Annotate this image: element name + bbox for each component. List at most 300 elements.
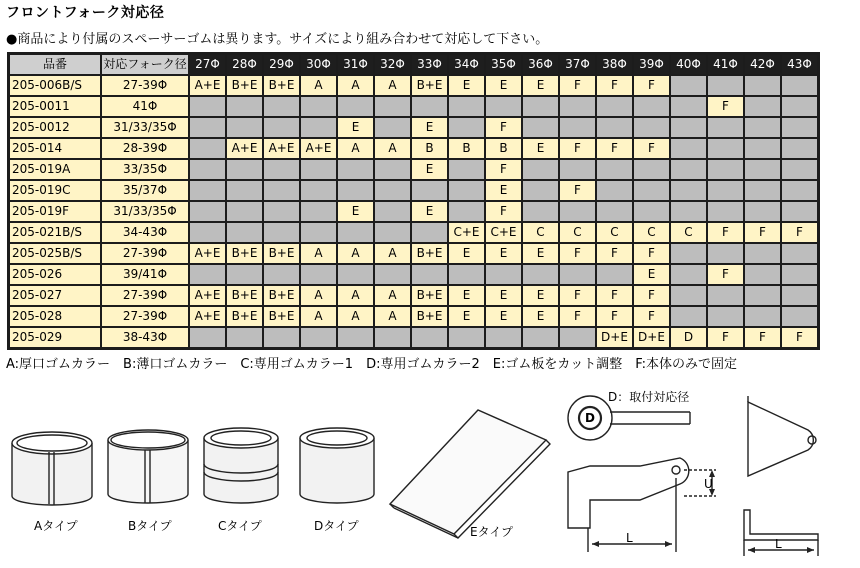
compat-cell: A+E (300, 138, 337, 159)
compat-cell: A+E (189, 285, 226, 306)
table-row (9, 117, 818, 138)
table-row (9, 138, 818, 159)
l-mark-right: L (775, 537, 782, 551)
compat-cell-empty (300, 264, 337, 285)
compat-cell-empty (300, 96, 337, 117)
compat-cell-empty (744, 306, 781, 327)
compat-cell-empty (263, 159, 300, 180)
table-row (9, 327, 818, 348)
fork-range-cell: 41Φ (101, 96, 189, 117)
table-row (9, 243, 818, 264)
compat-cell: A+E (263, 138, 300, 159)
compat-cell-empty (448, 201, 485, 222)
compat-cell-empty (707, 180, 744, 201)
compat-cell-empty (633, 117, 670, 138)
compat-cell-empty (781, 306, 818, 327)
compat-cell-empty (670, 243, 707, 264)
compat-cell-empty (744, 180, 781, 201)
table-row (9, 201, 818, 222)
compat-cell-empty (781, 285, 818, 306)
compat-cell: B+E (411, 75, 448, 96)
compat-cell: F (596, 138, 633, 159)
fork-range-cell: 34-43Φ (101, 222, 189, 243)
compat-cell: E (448, 306, 485, 327)
compat-cell-empty (596, 201, 633, 222)
compat-cell: B+E (411, 306, 448, 327)
compat-cell-empty (596, 117, 633, 138)
compat-cell-empty (189, 264, 226, 285)
compat-cell-empty (744, 75, 781, 96)
compat-cell-empty (596, 180, 633, 201)
compat-cell-empty (263, 201, 300, 222)
compat-cell-empty (670, 75, 707, 96)
compat-cell-empty (744, 96, 781, 117)
header-diameter: 41Φ (707, 54, 744, 75)
compat-cell-empty (226, 180, 263, 201)
compat-cell-empty (596, 96, 633, 117)
part-number-cell: 205-019A (9, 159, 101, 180)
compat-cell: F (485, 159, 522, 180)
compat-cell-empty (300, 201, 337, 222)
compat-cell-empty (559, 264, 596, 285)
compat-cell: E (485, 75, 522, 96)
compat-cell-empty (448, 327, 485, 348)
compat-cell: F (559, 285, 596, 306)
compat-cell-empty (559, 159, 596, 180)
fork-range-cell: 35/37Φ (101, 180, 189, 201)
header-diameter: 36Φ (522, 54, 559, 75)
header-diameter: 32Φ (374, 54, 411, 75)
compat-cell: F (707, 264, 744, 285)
compat-cell-empty (781, 159, 818, 180)
compat-cell-empty (670, 96, 707, 117)
compat-cell-empty (374, 264, 411, 285)
compat-cell-empty (633, 96, 670, 117)
compat-cell: F (781, 327, 818, 348)
d-mark: D (585, 411, 595, 425)
compat-cell: A (374, 243, 411, 264)
compat-cell: A (300, 306, 337, 327)
compat-cell: F (633, 285, 670, 306)
compat-cell-empty (374, 159, 411, 180)
compat-cell: A+E (226, 138, 263, 159)
compat-cell: C (670, 222, 707, 243)
compat-cell-empty (226, 264, 263, 285)
header-diameter: 34Φ (448, 54, 485, 75)
compat-cell-empty (744, 201, 781, 222)
part-number-cell: 205-021B/S (9, 222, 101, 243)
compat-cell: F (633, 138, 670, 159)
legend-text: A:厚口ゴムカラー B:薄口ゴムカラー C:専用ゴムカラー1 D:専用ゴムカラー2 E:ゴム板をカット調整 F:本体のみで固定 (6, 357, 738, 372)
header-fork-range: 対応フォーク径 (101, 54, 189, 75)
compat-cell-empty (448, 159, 485, 180)
part-number-cell: 205-025B/S (9, 243, 101, 264)
header-diameter: 37Φ (559, 54, 596, 75)
compat-cell-empty (374, 327, 411, 348)
clamp-dimension-diagram (568, 396, 818, 556)
compat-cell: A (300, 285, 337, 306)
compat-cell-empty (670, 159, 707, 180)
part-number-cell: 205-028 (9, 306, 101, 327)
compat-cell-empty (411, 180, 448, 201)
fork-range-cell: 31/33/35Φ (101, 201, 189, 222)
compat-cell-empty (522, 96, 559, 117)
header-diameter: 35Φ (485, 54, 522, 75)
compat-cell: E (411, 117, 448, 138)
compat-cell: F (559, 306, 596, 327)
fork-range-cell: 27-39Φ (101, 306, 189, 327)
compat-cell: A (337, 285, 374, 306)
compat-cell-empty (300, 180, 337, 201)
compat-cell-empty (707, 117, 744, 138)
compat-cell-empty (522, 159, 559, 180)
compat-cell: C+E (448, 222, 485, 243)
type-b-label: Bタイプ (128, 519, 172, 533)
type-a-label: Aタイプ (34, 519, 78, 533)
part-number-cell: 205-019F (9, 201, 101, 222)
compat-cell-empty (707, 201, 744, 222)
compat-cell: F (559, 180, 596, 201)
header-diameter: 33Φ (411, 54, 448, 75)
compat-cell: F (596, 75, 633, 96)
compat-cell-empty (189, 96, 226, 117)
compat-cell-empty (559, 96, 596, 117)
compat-cell-empty (633, 201, 670, 222)
compat-cell: A (374, 285, 411, 306)
compat-cell-empty (411, 327, 448, 348)
compat-cell-empty (374, 180, 411, 201)
compat-cell: F (596, 243, 633, 264)
table-row (9, 96, 818, 117)
compat-cell: F (707, 222, 744, 243)
compat-cell-empty (522, 264, 559, 285)
compat-cell: E (411, 159, 448, 180)
compat-cell: B+E (226, 75, 263, 96)
compat-cell-empty (707, 75, 744, 96)
compat-cell-empty (374, 222, 411, 243)
compat-cell-empty (744, 159, 781, 180)
compat-cell-empty (226, 159, 263, 180)
compat-cell: A (374, 138, 411, 159)
compat-cell: B+E (226, 306, 263, 327)
compat-cell: C (522, 222, 559, 243)
compat-cell-empty (226, 117, 263, 138)
compat-cell-empty (189, 117, 226, 138)
compat-cell: E (633, 264, 670, 285)
compat-cell: A (337, 75, 374, 96)
compat-cell: A+E (189, 306, 226, 327)
compat-cell: C (633, 222, 670, 243)
compat-cell: B+E (226, 285, 263, 306)
type-d-label: Dタイプ (314, 519, 359, 533)
compat-cell: E (522, 306, 559, 327)
compat-cell: B+E (263, 243, 300, 264)
compat-cell: F (596, 306, 633, 327)
compat-cell: E (485, 243, 522, 264)
compat-cell-empty (337, 96, 374, 117)
compat-cell-empty (744, 243, 781, 264)
part-number-cell: 205-029 (9, 327, 101, 348)
compat-cell-empty (374, 96, 411, 117)
compat-cell: E (448, 75, 485, 96)
compat-cell: B+E (263, 285, 300, 306)
header-diameter: 39Φ (633, 54, 670, 75)
compat-cell-empty (781, 243, 818, 264)
compat-cell-empty (485, 327, 522, 348)
fork-range-cell: 33/35Φ (101, 159, 189, 180)
compat-cell-empty (559, 201, 596, 222)
compat-cell-empty (781, 138, 818, 159)
fork-range-cell: 38-43Φ (101, 327, 189, 348)
table-row (9, 180, 818, 201)
header-diameter: 43Φ (781, 54, 818, 75)
compat-cell-empty (448, 117, 485, 138)
compat-cell-empty (300, 327, 337, 348)
compat-cell: B+E (226, 243, 263, 264)
compat-cell-empty (670, 264, 707, 285)
compat-cell: F (744, 327, 781, 348)
compat-cell-empty (189, 201, 226, 222)
header-diameter: 27Φ (189, 54, 226, 75)
header-diameter: 42Φ (744, 54, 781, 75)
compat-cell-empty (633, 180, 670, 201)
compat-cell-empty (300, 222, 337, 243)
compat-cell-empty (300, 159, 337, 180)
compat-cell-empty (337, 327, 374, 348)
compat-cell-empty (263, 222, 300, 243)
compat-cell: E (337, 117, 374, 138)
compat-cell: F (744, 222, 781, 243)
l-mark-left: L (626, 531, 633, 545)
header-diameter: 29Φ (263, 54, 300, 75)
compat-cell-empty (189, 222, 226, 243)
compat-cell: B+E (263, 306, 300, 327)
compat-cell-empty (189, 180, 226, 201)
compat-cell-empty (707, 159, 744, 180)
compat-cell: A (374, 75, 411, 96)
compat-cell-empty (744, 117, 781, 138)
compat-cell-empty (263, 180, 300, 201)
compat-cell-empty (707, 306, 744, 327)
compat-cell: B+E (411, 243, 448, 264)
compat-cell-empty (707, 243, 744, 264)
compat-cell-empty (670, 201, 707, 222)
compat-cell-empty (226, 96, 263, 117)
compat-cell-empty (781, 75, 818, 96)
compat-cell: A (337, 243, 374, 264)
part-number-cell: 205-0012 (9, 117, 101, 138)
compat-cell: F (559, 75, 596, 96)
compat-cell-empty (337, 264, 374, 285)
compat-cell-empty (781, 201, 818, 222)
compat-cell-empty (189, 138, 226, 159)
compat-cell: E (411, 201, 448, 222)
compat-cell-empty (337, 159, 374, 180)
compat-cell: A+E (189, 75, 226, 96)
compat-cell-empty (189, 159, 226, 180)
compat-cell: F (559, 243, 596, 264)
compat-cell: E (522, 243, 559, 264)
u-mark: U (704, 477, 713, 491)
type-b-spacer-drawing (108, 430, 188, 503)
table-row (9, 75, 818, 96)
compat-cell: F (633, 306, 670, 327)
table-row (9, 306, 818, 327)
compat-cell-empty (744, 264, 781, 285)
compat-cell-empty (411, 222, 448, 243)
compat-cell-empty (596, 264, 633, 285)
compat-cell: E (485, 285, 522, 306)
compat-cell: F (485, 201, 522, 222)
compat-cell-empty (263, 117, 300, 138)
header-diameter: 40Φ (670, 54, 707, 75)
compat-cell-empty (522, 201, 559, 222)
compat-cell-empty (707, 138, 744, 159)
compat-cell: A (337, 306, 374, 327)
compat-cell-empty (226, 222, 263, 243)
compat-cell: F (559, 138, 596, 159)
compat-cell: F (633, 243, 670, 264)
compat-cell: B (448, 138, 485, 159)
compat-cell-empty (485, 264, 522, 285)
compat-cell: A (300, 243, 337, 264)
compat-cell: F (596, 285, 633, 306)
compat-cell: E (448, 243, 485, 264)
compat-cell-empty (670, 180, 707, 201)
compat-cell-empty (337, 180, 374, 201)
compat-cell-empty (189, 327, 226, 348)
fork-range-cell: 31/33/35Φ (101, 117, 189, 138)
header-diameter: 28Φ (226, 54, 263, 75)
compat-cell: E (485, 306, 522, 327)
compat-cell-empty (670, 138, 707, 159)
part-number-cell: 205-014 (9, 138, 101, 159)
compat-cell-empty (596, 159, 633, 180)
type-d-spacer-drawing (300, 428, 374, 503)
compat-cell-empty (374, 117, 411, 138)
compat-cell-empty (411, 96, 448, 117)
compat-cell-empty (263, 96, 300, 117)
table-row (9, 159, 818, 180)
compat-cell-empty (485, 96, 522, 117)
compat-cell: E (337, 201, 374, 222)
compat-cell: E (485, 180, 522, 201)
compat-cell: F (633, 75, 670, 96)
compat-cell-empty (781, 117, 818, 138)
compat-cell: C (559, 222, 596, 243)
compat-cell: E (522, 75, 559, 96)
compat-cell-empty (522, 327, 559, 348)
compat-cell-empty (744, 138, 781, 159)
compat-cell-empty (448, 180, 485, 201)
page-title: フロントフォーク対応径 (6, 5, 165, 21)
d-mount-diameter-caption: D：取付対応径 (608, 390, 690, 404)
compat-cell-empty (781, 180, 818, 201)
compat-cell: A (374, 306, 411, 327)
type-e-label: Eタイプ (470, 525, 513, 539)
compat-cell-empty (411, 264, 448, 285)
compat-cell: A (300, 75, 337, 96)
compat-cell: B+E (411, 285, 448, 306)
fork-range-cell: 28-39Φ (101, 138, 189, 159)
fork-compatibility-table (7, 52, 820, 350)
part-number-cell: 205-027 (9, 285, 101, 306)
compat-cell: D (670, 327, 707, 348)
fork-range-cell: 27-39Φ (101, 75, 189, 96)
compat-cell-empty (559, 327, 596, 348)
compat-cell-empty (522, 117, 559, 138)
compat-cell: C+E (485, 222, 522, 243)
type-a-spacer-drawing (12, 432, 92, 505)
compat-cell: D+E (596, 327, 633, 348)
compat-cell-empty (337, 222, 374, 243)
compat-cell-empty (374, 201, 411, 222)
part-number-cell: 205-006B/S (9, 75, 101, 96)
compat-cell: F (707, 96, 744, 117)
compat-cell: B+E (263, 75, 300, 96)
compat-cell-empty (448, 264, 485, 285)
compat-cell-empty (300, 117, 337, 138)
part-number-cell: 205-019C (9, 180, 101, 201)
compat-cell: B (485, 138, 522, 159)
compat-cell-empty (670, 117, 707, 138)
compat-cell: A+E (189, 243, 226, 264)
spacer-note: ●商品により付属のスペーサーゴムは異ります。サイズにより組み合わせて対応して下さい。 (6, 32, 549, 47)
header-part-number: 品番 (9, 54, 101, 75)
compat-cell-empty (263, 264, 300, 285)
table-header-row (9, 54, 818, 75)
compat-cell-empty (781, 264, 818, 285)
fork-range-cell: 27-39Φ (101, 285, 189, 306)
compat-cell-empty (263, 327, 300, 348)
header-diameter: 30Φ (300, 54, 337, 75)
compat-cell: F (781, 222, 818, 243)
compat-cell-empty (559, 117, 596, 138)
fork-range-cell: 39/41Φ (101, 264, 189, 285)
part-number-cell: 205-0011 (9, 96, 101, 117)
compat-cell-empty (707, 285, 744, 306)
header-diameter: 31Φ (337, 54, 374, 75)
compat-cell-empty (781, 96, 818, 117)
compat-cell-empty (448, 96, 485, 117)
compat-cell-empty (670, 285, 707, 306)
compat-cell: A (337, 138, 374, 159)
compat-cell: F (485, 117, 522, 138)
compat-cell-empty (226, 201, 263, 222)
compat-cell: E (522, 138, 559, 159)
spacer-type-illustrations (0, 380, 860, 568)
type-c-label: Cタイプ (218, 519, 262, 533)
type-c-spacer-drawing (204, 428, 278, 503)
compat-cell: E (522, 285, 559, 306)
compat-cell: D+E (633, 327, 670, 348)
compat-cell: F (707, 327, 744, 348)
compat-cell-empty (744, 285, 781, 306)
header-diameter: 38Φ (596, 54, 633, 75)
table-row (9, 264, 818, 285)
part-number-cell: 205-026 (9, 264, 101, 285)
compat-cell: C (596, 222, 633, 243)
compat-cell-empty (522, 180, 559, 201)
fork-range-cell: 27-39Φ (101, 243, 189, 264)
compat-cell-empty (670, 306, 707, 327)
table-row (9, 222, 818, 243)
compat-cell: E (448, 285, 485, 306)
table-row (9, 285, 818, 306)
compat-cell: B (411, 138, 448, 159)
type-e-rubber-sheet-drawing (390, 410, 550, 538)
compat-cell-empty (226, 327, 263, 348)
